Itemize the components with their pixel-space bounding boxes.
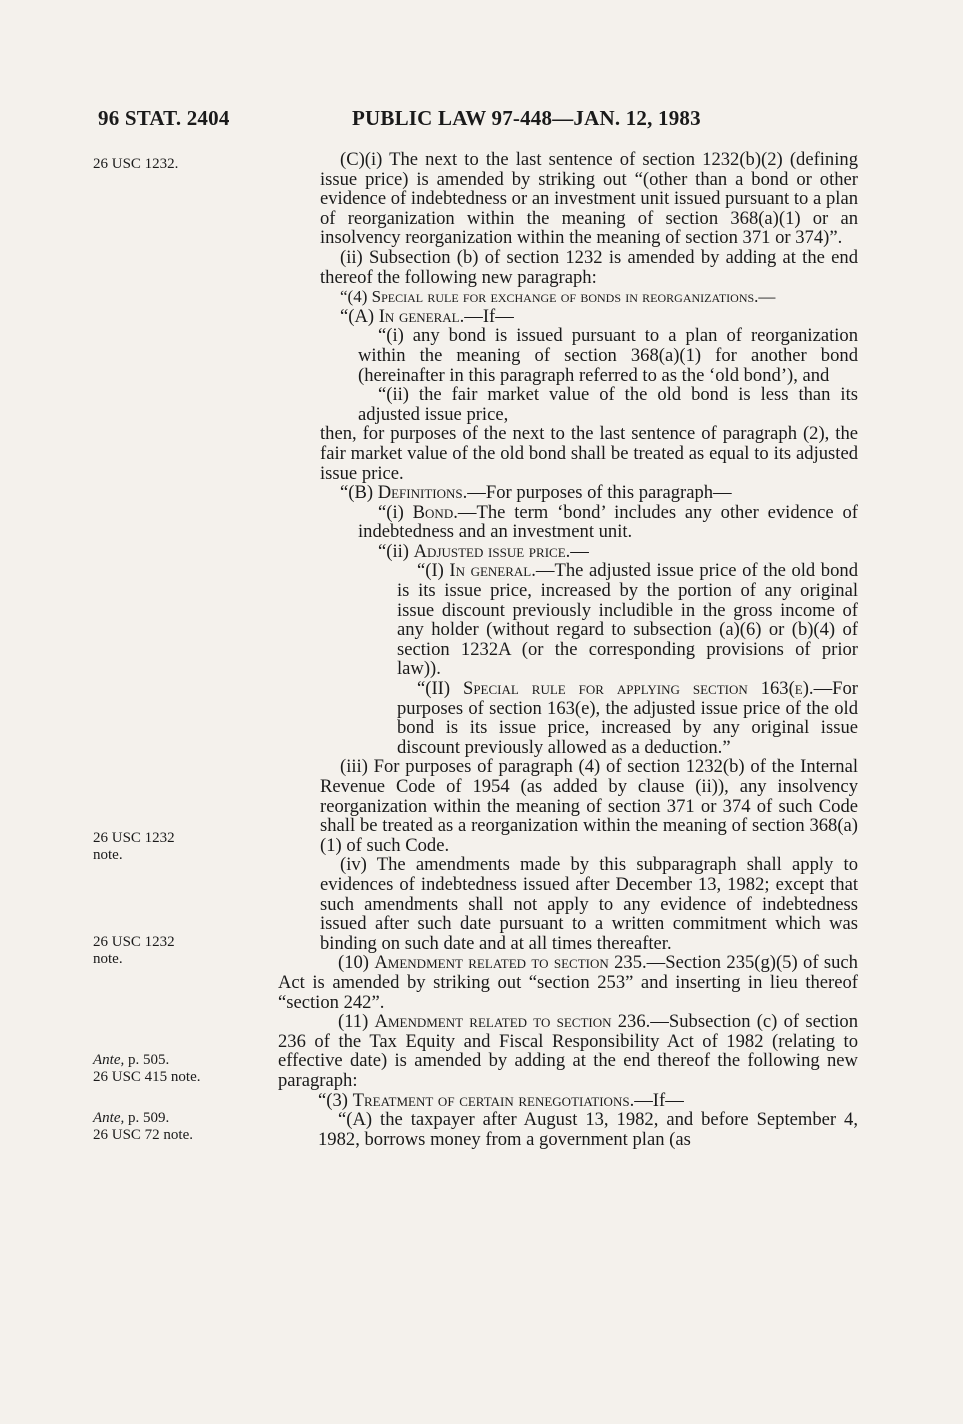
subclause-I: “(I) In general.—The adjusted issue price of the old bond is its issue price, increased by the portion of any original issue discount previously includible in the gross income of any holder (without regard to subsection (a)(6) or (b)(4) of section 1232A (or the corresponding provisions of prior law)). <box>397 560 858 680</box>
statute-page-reference: 96 STAT. 2404 <box>98 106 230 130</box>
paragraph-10: (10) Amendment related to section 235.—Section 235(g)(5) of such Act is amended by striking out “section 253” and inserting in lieu thereof “section 242”. <box>278 952 858 1013</box>
clause-c-ii: (ii) Subsection (b) of section 1232 is amended by adding at the end thereof the following new paragraph: <box>320 246 858 288</box>
then-clause: then, for purposes of the next to the last sentence of paragraph (2), the fair market value of the old bond shall be treated as equal to its adjusted issue price. <box>320 423 858 484</box>
margin-note-line: Ante, p. 509. <box>93 1110 170 1126</box>
subclause-II: “(II) Special rule for applying section 163(e).—For purposes of section 163(e), the adjusted issue price of the old bond is its issue price, increased by any original issue discount previously allowed as a deduction.” <box>397 678 858 758</box>
page-header <box>0 106 963 138</box>
margin-note-line: note. <box>93 847 123 863</box>
clause-c-i: (C)(i) The next to the last sentence of section 1232(b)(2) (defining issue price) is amended by striking out “(other than a bond or other evidence of indebtedness or an investment unit issued pursuant to a plan of reorganization within the meaning of section 368(a)(1) or an insolvency reorganization within the meaning of section 371 or 374)”. <box>320 149 858 249</box>
margin-note-line: 26 USC 1232 <box>93 830 175 846</box>
margin-note-line: note. <box>93 951 123 967</box>
subparagraph-B: “(B) Definitions.—For purposes of this paragraph— <box>340 482 732 504</box>
paragraph-3-heading: “(3) Treatment of certain renegotiations.—If— <box>318 1089 684 1111</box>
margin-note-line: 26 USC 1232. <box>93 156 179 172</box>
margin-note-line: 26 USC 72 note. <box>93 1127 194 1143</box>
clause-B-i: “(i) Bond.—The term ‘bond’ includes any other evidence of indebtedness and an investment unit. <box>358 501 859 543</box>
statute-body <box>0 150 963 1149</box>
paragraph-4-heading: “(4) Special rule for exchange of bonds in reorganizations.— <box>340 287 776 307</box>
subparagraph-A: “(A) In general.—If— <box>340 305 514 327</box>
clause-A-ii: “(ii) the fair market value of the old bond is less than its adjusted issue price, <box>358 384 858 425</box>
margin-note-line: 26 USC 415 note. <box>93 1069 201 1085</box>
clause-A-i: “(i) any bond is issued pursuant to a plan of reorganization within the meaning of section 368(a)(1) for another bond (hereinafter in this paragraph referred to as the ‘old bond’), and <box>358 325 858 386</box>
clause-c-iv: (iv) The amendments made by this subparagraph shall apply to evidences of indebtedness issued after December 13, 1982; except that such amendments shall not apply to any evidence of indebtedness issued after such date pursuant to a written commitment which was binding on such date and at all times thereafter. <box>320 854 858 954</box>
subparagraph-3-A: “(A) the taxpayer after August 13, 1982, and before September 4, 1982, borrows money from a government plan (as <box>318 1109 858 1150</box>
margin-note-line: 26 USC 1232 <box>93 934 175 950</box>
clause-B-ii: “(ii) Adjusted issue price.— <box>378 540 589 562</box>
margin-note-line: Ante, p. 505. <box>93 1052 170 1068</box>
paragraph-11: (11) Amendment related to section 236.—Subsection (c) of section 236 of the Tax Equity and Fiscal Responsibility Act of 1982 (relating to effective date) is amended by adding at the end thereof the following new paragraph: <box>278 1011 858 1091</box>
clause-c-iii: (iii) For purposes of paragraph (4) of section 1232(b) of the Internal Revenue Code of 1954 (as added by clause (ii)), any insolvency reorganization within the meaning of section 371 or 374 of such Code shall be treated as a reorganization within the meaning of section 368(a)(1) of such Code. <box>320 756 858 856</box>
public-law-title: PUBLIC LAW 97-448—JAN. 12, 1983 <box>352 106 701 130</box>
